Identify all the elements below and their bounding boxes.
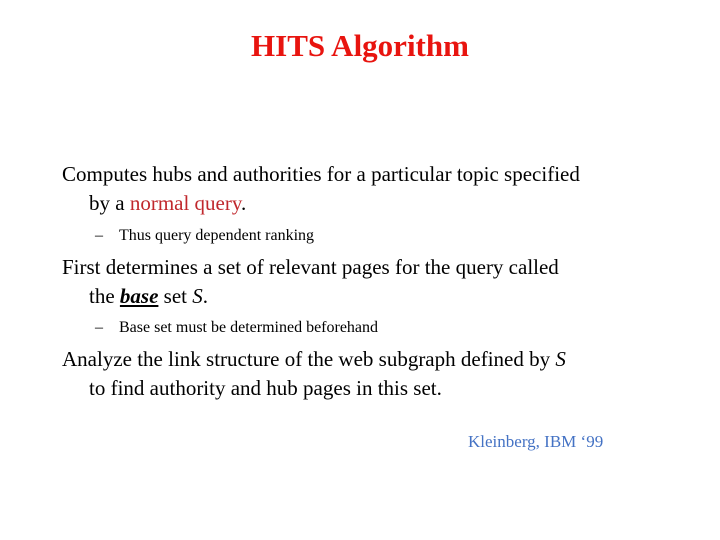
bullet-base-set bbox=[62, 253, 662, 311]
bullet-line bbox=[62, 347, 566, 371]
dash-marker: – bbox=[95, 227, 103, 244]
dash-marker: – bbox=[95, 319, 103, 336]
bullet-line-continued: to find authority and hub pages in this set. bbox=[89, 376, 442, 400]
text-segment: by a bbox=[89, 191, 130, 215]
bullet-hubs-authorities bbox=[62, 160, 662, 218]
set-variable-s: S bbox=[555, 347, 566, 371]
sub-bullet-text: Base set must be determined beforehand bbox=[119, 319, 379, 336]
base-emphasis: base bbox=[119, 284, 159, 308]
set-variable-s: S bbox=[192, 284, 203, 308]
sub-bullet-text: Thus query dependent ranking bbox=[119, 227, 315, 244]
bullet-link-structure bbox=[62, 345, 662, 403]
slide-title: HITS Algorithm bbox=[251, 28, 469, 63]
text-segment: . bbox=[241, 191, 247, 215]
bullet-line: Computes hubs and authorities for a particular topic specified bbox=[62, 162, 580, 186]
normal-query-highlight: normal query bbox=[129, 191, 242, 215]
bullet-line-continued bbox=[62, 282, 662, 311]
bullet-line: First determines a set of relevant pages for the query called bbox=[62, 255, 559, 279]
text-segment: . bbox=[202, 284, 208, 308]
text-segment: set bbox=[158, 284, 193, 308]
citation-credit: Kleinberg, IBM ‘99 bbox=[468, 432, 604, 451]
sub-bullet-base-set-determined bbox=[95, 318, 378, 338]
text-segment: the bbox=[89, 284, 120, 308]
bullet-line-continued bbox=[62, 189, 662, 218]
text-segment: Analyze the link structure of the web subgraph defined by bbox=[62, 347, 556, 371]
sub-bullet-query-dependent bbox=[95, 226, 314, 246]
